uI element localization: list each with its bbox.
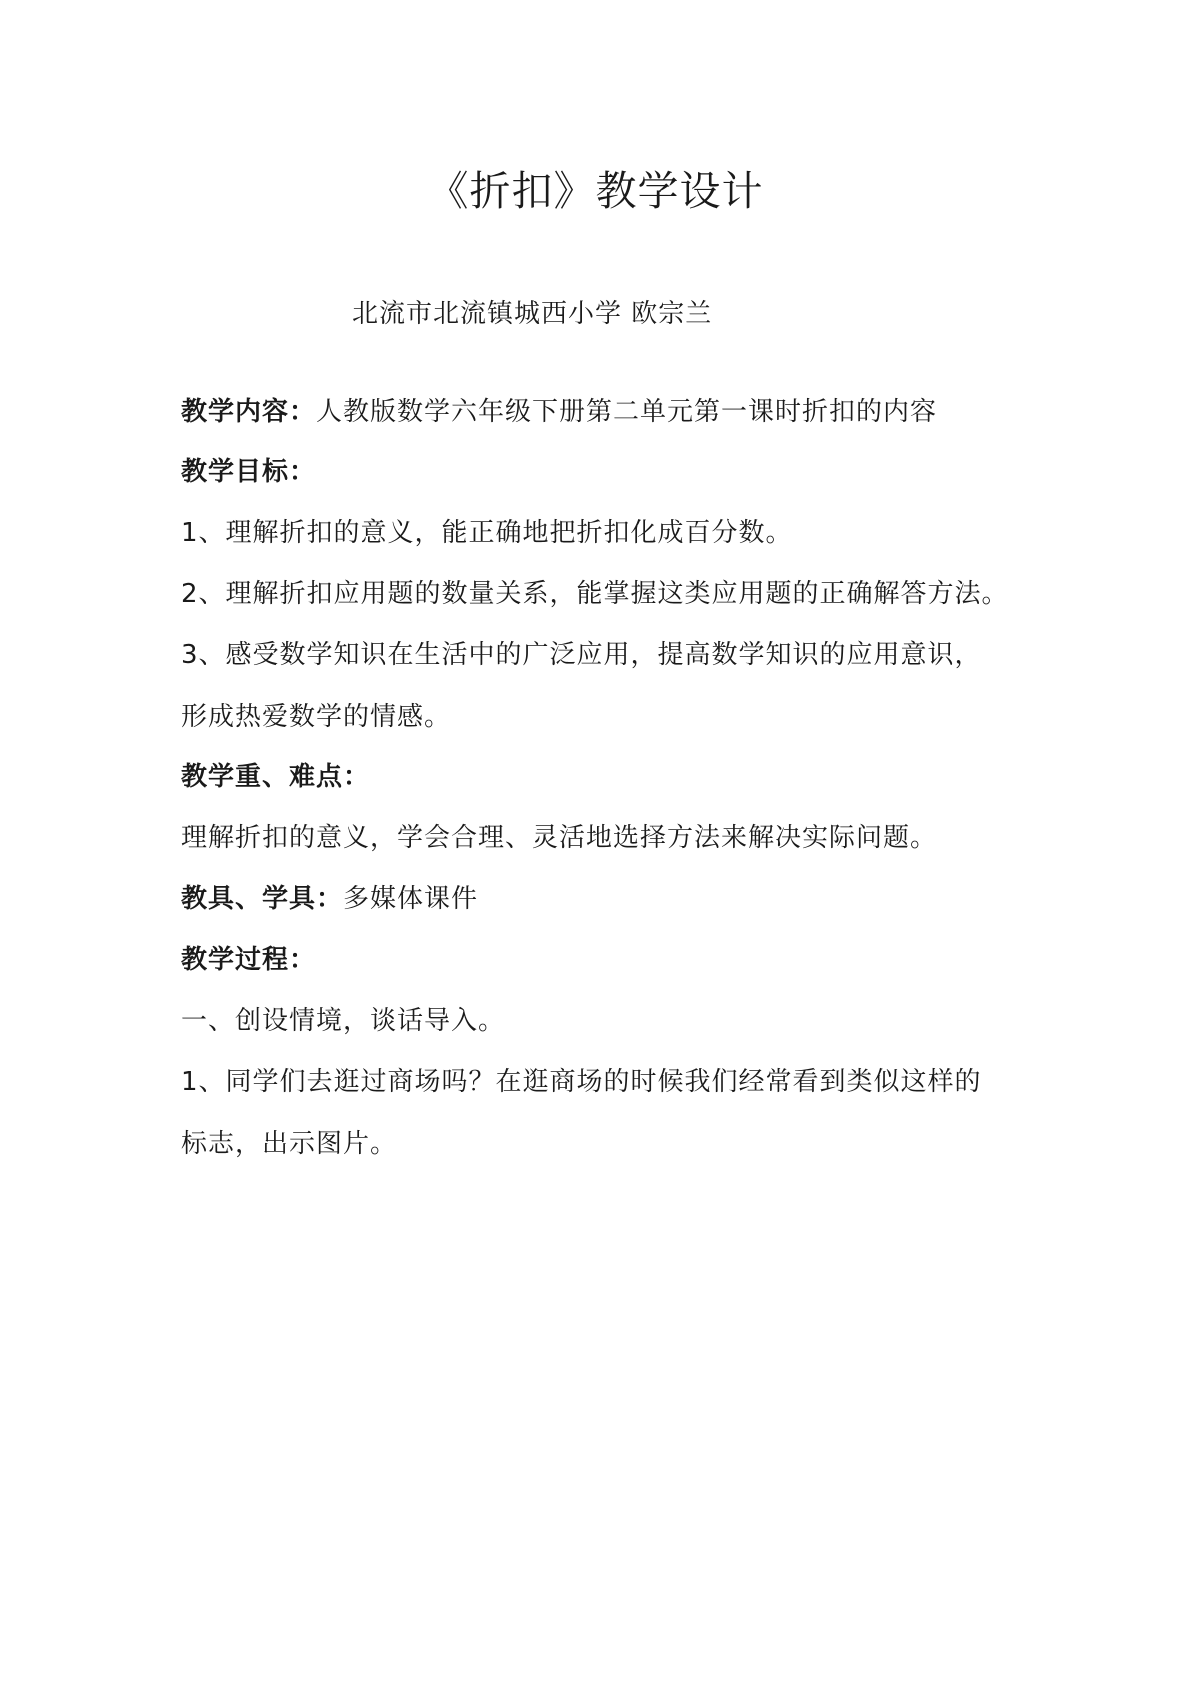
- goal-item-3-line-1: 3、感受数学知识在生活中的广泛应用，提高数学知识的应用意识，: [181, 640, 982, 670]
- teaching-tools-text: 多媒体课件: [343, 884, 479, 914]
- teaching-content: [181, 395, 937, 429]
- process-step-1-item-line-2: 标志，出示图片。: [181, 1129, 398, 1159]
- teaching-content-text: 人教版数学六年级下册第二单元第一课时折扣的内容: [316, 397, 938, 427]
- teaching-content-label: 教学内容：: [181, 397, 317, 427]
- process-step-1-item-line-1: 1、同学们去逛过商场吗？在逛商场的时候我们经常看到类似这样的: [181, 1067, 982, 1097]
- goal-item-1: 1、理解折扣的意义，能正确地把折扣化成百分数。: [181, 518, 793, 548]
- process-step-1: 一、创设情境，谈话导入。: [181, 1006, 506, 1036]
- key-points-text: 理解折扣的意义，学会合理、灵活地选择方法来解决实际问题。: [181, 823, 938, 853]
- key-points-label: 教学重、难点：: [181, 762, 371, 792]
- teaching-process-label: 教学过程：: [181, 945, 317, 975]
- goal-item-2: 2、理解折扣应用题的数量关系，能掌握这类应用题的正确解答方法。: [181, 579, 1009, 609]
- author-line: 北流市北流镇城西小学 欧宗兰: [352, 299, 713, 329]
- goal-item-3-line-2: 形成热爱数学的情感。: [181, 702, 452, 732]
- teaching-tools-label: 教具、学具：: [181, 884, 344, 914]
- teaching-tools: [181, 882, 478, 916]
- document-title: 《折扣》教学设计: [427, 167, 764, 215]
- teaching-goals-label: 教学目标：: [181, 457, 317, 487]
